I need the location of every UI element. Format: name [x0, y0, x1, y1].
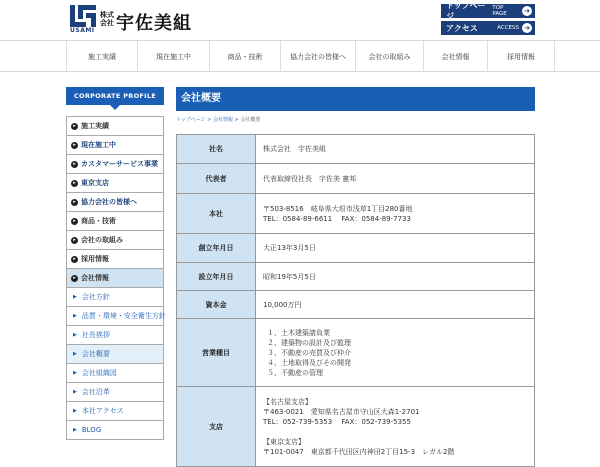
sidebar-item-customer-service[interactable] [67, 155, 163, 174]
value-line: 10,000万円 [263, 300, 302, 309]
sidebar-subitem-label: 品質・環境・安全衛生方針 [81, 312, 166, 320]
top-page-label: トップページ [446, 1, 486, 21]
value-line: 〒101-0047 東京都千代田区内神田2丁目15-3 レガル2階 [263, 447, 455, 456]
nav-item-recruit[interactable]: 採用情報 [488, 41, 555, 72]
sidebar-item-label: 商品・技術 [81, 217, 116, 225]
table-row [177, 194, 535, 234]
value-line: ５、不動産の管理 [267, 368, 323, 377]
value-line: 代表取締役社長 宇佐美 憲邦 [263, 174, 357, 183]
row-value [256, 194, 535, 234]
row-value [256, 164, 535, 194]
value-line: 〒463-0021 愛知県名古屋市守山区大森1-2701 [263, 407, 420, 416]
sidebar-subitem-policy[interactable] [67, 288, 163, 307]
value-line: 株式会社 宇佐美組 [263, 145, 326, 153]
sidebar-item-products[interactable] [67, 212, 163, 231]
sidebar-item-company[interactable] [67, 269, 163, 288]
logo-company-name: 宇佐美組 [116, 13, 192, 34]
chevron-right-icon: ▸ [71, 199, 78, 206]
row-value [256, 263, 535, 291]
access-sublabel: ACCESS [497, 25, 519, 31]
sidebar-item-label: 会社の取組み [81, 236, 123, 244]
row-label: 本社 [177, 194, 256, 234]
chevron-right-icon: ▸ [71, 142, 78, 149]
table-row [177, 319, 535, 387]
chevron-right-icon: ▸ [71, 161, 78, 168]
usami-logo-mark [70, 5, 96, 27]
arrow-right-icon: ➔ [522, 23, 532, 33]
row-label: 設立年月日 [177, 263, 256, 291]
sidebar-item-partners[interactable] [67, 193, 163, 212]
triangle-right-icon: ▶ [73, 351, 77, 357]
row-label: 社名 [177, 135, 256, 164]
row-label: 創立年月日 [177, 234, 256, 263]
sidebar-item-initiatives[interactable] [67, 231, 163, 250]
nav-item-works[interactable]: 施工実績 [67, 41, 138, 72]
chevron-right-icon: ▸ [71, 237, 78, 244]
table-row [177, 291, 535, 319]
sidebar-subitem-label: 社長挨拶 [81, 331, 110, 339]
row-label: 代表者 [177, 164, 256, 194]
chevron-right-icon: ▸ [71, 180, 78, 187]
chevron-right-icon: ▸ [71, 123, 78, 130]
sidebar-subitem-label: 会社沿革 [81, 388, 110, 396]
row-value [256, 319, 535, 387]
logo-subtext: USAMI [70, 27, 95, 34]
sidebar-subitem-blog[interactable] [67, 421, 163, 440]
table-row [177, 135, 535, 164]
sidebar-item-label: 協力会社の皆様へ [81, 198, 137, 206]
triangle-right-icon: ▶ [73, 313, 77, 319]
value-line: 【東京支店】 [263, 437, 305, 446]
row-value [256, 387, 535, 467]
triangle-right-icon: ▶ [73, 389, 77, 395]
chevron-right-icon: ▸ [71, 218, 78, 225]
sidebar-item-label: 現在施工中 [81, 141, 116, 149]
row-label: 資本金 [177, 291, 256, 319]
access-label: アクセス [446, 23, 478, 33]
sidebar-heading: CORPORATE PROFILE [66, 87, 164, 105]
triangle-right-icon: ▶ [73, 370, 77, 376]
row-value [256, 234, 535, 263]
triangle-right-icon: ▶ [73, 408, 77, 414]
sidebar-item-current-works[interactable] [67, 136, 163, 155]
value-line: ４、土地取得及びその開発 [267, 358, 351, 367]
chevron-right-icon: ▸ [71, 256, 78, 263]
top-page-sublabel: TOP PAGE [492, 5, 507, 17]
sidebar-subitem-org-chart[interactable] [67, 364, 163, 383]
breadcrumb [176, 116, 260, 123]
breadcrumb-separator: > [205, 117, 213, 123]
page-title: 会社概要 [176, 87, 535, 111]
nav-item-initiatives[interactable]: 会社の取組み [356, 41, 424, 72]
sidebar-subitem-greeting[interactable] [67, 326, 163, 345]
breadcrumb-link-top[interactable]: トップページ [176, 117, 206, 123]
value-line: 【名古屋支店】 [263, 397, 312, 406]
table-row [177, 387, 535, 467]
logo-kabushiki: 株式会社 [100, 11, 114, 27]
value-line: TEL：0584-89-6611 FAX：0584-89-7733 [263, 214, 411, 223]
sidebar-subitem-label: 会社組織図 [81, 369, 117, 377]
arrow-right-icon: ➔ [522, 6, 532, 16]
row-label: 営業種目 [177, 319, 256, 387]
breadcrumb-current: 会社概要 [240, 117, 261, 123]
chevron-right-icon: ▸ [71, 275, 78, 282]
company-profile-table [176, 134, 535, 467]
row-value [256, 135, 535, 164]
company-logo[interactable] [70, 5, 200, 35]
triangle-right-icon: ▶ [73, 332, 77, 338]
sidebar-item-label: 施工実績 [81, 122, 109, 130]
nav-item-current-works[interactable]: 現在施工中 [138, 41, 210, 72]
sidebar-item-label: 会社情報 [81, 274, 109, 282]
breadcrumb-link-company[interactable]: 会社情報 [212, 117, 233, 123]
sidebar-subitem-hq-access[interactable] [67, 402, 163, 421]
global-nav [0, 40, 600, 72]
breadcrumb-separator: > [232, 117, 241, 123]
row-value [256, 291, 535, 319]
value-line: １、土木建築請負業 [267, 328, 330, 337]
value-line: 大正13年3月5日 [263, 244, 316, 252]
sidebar-subitem-history[interactable] [67, 383, 163, 402]
sidebar-subitem-label: 会社方針 [81, 293, 110, 301]
sidebar-item-label: 東京支店 [81, 179, 109, 187]
value-line: ２、建築物の設計及び監理 [267, 338, 351, 347]
value-line: ３、不動産の売買及び仲介 [267, 348, 351, 357]
sidebar-item-label: 採用情報 [81, 255, 109, 263]
row-label: 支店 [177, 387, 256, 467]
sidebar-menu [66, 116, 164, 440]
sidebar-item-label: カスタマーサービス事業 [81, 160, 158, 168]
value-line [263, 427, 527, 437]
table-row [177, 164, 535, 194]
value-line: 〒503-8516 岐阜県大垣市浅草1丁目280番地 [263, 204, 413, 213]
table-row [177, 263, 535, 291]
triangle-right-icon: ▶ [73, 294, 77, 300]
sidebar-subitem-label: BLOG [81, 426, 102, 434]
nav-item-company[interactable]: 会社情報 [424, 41, 488, 72]
value-line: TEL：052-739-5353 FAX：052-739-5355 [263, 417, 411, 426]
sidebar-subitem-label: 本社アクセス [81, 407, 124, 415]
sidebar-item-works[interactable] [67, 117, 163, 136]
sidebar-item-tokyo-branch[interactable] [67, 174, 163, 193]
triangle-right-icon: ▶ [73, 427, 77, 433]
sidebar-subitem-label: 会社概要 [81, 350, 110, 358]
nav-item-partners[interactable]: 協力会社の皆様へ [281, 41, 356, 72]
sidebar-subitem-overview[interactable] [67, 345, 163, 364]
sidebar-subitem-quality-policy[interactable] [67, 307, 166, 326]
table-row [177, 234, 535, 263]
nav-item-products[interactable]: 商品・技術 [210, 41, 281, 72]
value-line: 昭和19年5月5日 [263, 272, 316, 281]
sidebar-item-recruit[interactable] [67, 250, 163, 269]
access-button[interactable] [441, 21, 535, 35]
top-page-button[interactable] [441, 1, 535, 21]
